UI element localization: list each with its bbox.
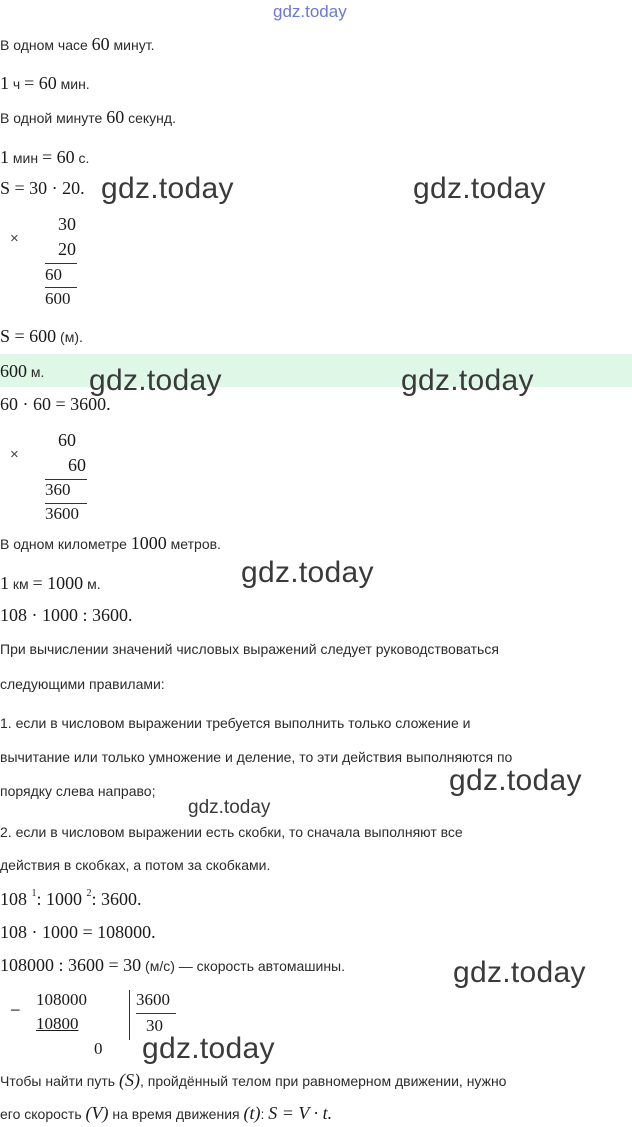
math: 60 [106, 107, 125, 127]
text: мин [9, 150, 42, 166]
rule-line [45, 263, 77, 264]
math: = 60 [41, 147, 75, 167]
rule-line [45, 287, 77, 288]
math: 60 [91, 34, 110, 54]
rules-intro-1: При вычислении значений числовых выражений следует руководствоваться [0, 641, 499, 657]
watermark: gdz.today [401, 364, 534, 397]
text: м. [83, 576, 101, 592]
math: 1 [0, 147, 9, 167]
text: минут. [109, 37, 155, 53]
math: : 1000 [36, 889, 87, 909]
watermark: gdz.today [89, 364, 222, 397]
math: S = 600 [0, 326, 57, 346]
remainder: 0 [94, 1039, 103, 1058]
answer-line [0, 361, 44, 382]
rule-1-line-1: 1. если в числовом выражении требуется выполнить только сложение и [0, 715, 471, 731]
math: = 1000 [32, 573, 84, 593]
rule-line [136, 1013, 176, 1014]
math: (t) [243, 1103, 261, 1123]
math: = 60 [24, 73, 57, 93]
order-mark: 1 [31, 888, 37, 899]
math: 108000 : 3600 = 30 [0, 955, 142, 975]
final-line-1 [0, 1070, 506, 1091]
text: его скорость [0, 1106, 86, 1122]
watermark-top: gdz.today [273, 2, 347, 21]
mult1-p2: 600 [45, 289, 71, 308]
text-line-minute [0, 107, 176, 128]
equation-speed [0, 955, 345, 976]
watermark: gdz.today [142, 1032, 275, 1065]
divisor: 3600 [136, 990, 170, 1009]
text: метров. [166, 536, 221, 552]
mult2-b: 60 [68, 455, 86, 475]
text-line-hour [0, 34, 155, 55]
minus-sign: − [10, 1000, 21, 1020]
text: секунд. [124, 110, 176, 126]
text: (м). [56, 329, 83, 345]
rule-2-line-1: 2. если в числовом выражении есть скобки, то сначала выполняют все [0, 824, 463, 840]
text: (м/с) — скорость автомашины. [141, 958, 346, 974]
math: 1000 [130, 533, 167, 553]
multiply-sign: × [10, 230, 19, 247]
math: 108 [0, 889, 32, 909]
dividend: 108000 [36, 990, 87, 1009]
equation-s2 [0, 326, 83, 347]
text-line-km [0, 533, 221, 554]
math: 1 [0, 573, 9, 593]
math: S = V · t. [268, 1103, 333, 1123]
text: км [9, 576, 33, 592]
mult2-a: 60 [58, 430, 76, 450]
text: с. [74, 150, 90, 166]
mult1-b: 20 [58, 239, 76, 259]
text: : [260, 1106, 269, 1122]
quotient: 30 [146, 1016, 163, 1035]
text: м. [27, 364, 45, 380]
rule-1-line-3: порядку слева направо; [0, 783, 156, 799]
math: 1 [0, 73, 9, 93]
equation-seconds: 60 · 60 = 3600. [0, 394, 111, 414]
order-mark: 2 [86, 888, 92, 899]
equation-hour [0, 73, 90, 94]
multiply-sign: × [10, 446, 19, 463]
watermark: gdz.today [101, 172, 234, 205]
subtrahend: 10800 [36, 1014, 79, 1033]
watermark-small: gdz.today [188, 797, 271, 818]
math: (V) [85, 1103, 109, 1123]
text: В одном километре [0, 536, 131, 552]
math: 600 [0, 361, 27, 381]
expression-ordered [0, 889, 142, 910]
rule-2-line-2: действия в скобках, а потом за скобками. [0, 857, 271, 873]
mult1-p1: 60 [45, 265, 62, 284]
text: , пройдённый телом при равномерном движении, нужно [139, 1073, 507, 1089]
text: мин. [56, 76, 90, 92]
mult2-p2: 3600 [45, 504, 79, 523]
math: (S) [118, 1070, 140, 1090]
watermark: gdz.today [449, 764, 582, 797]
expression: 108 · 1000 : 3600. [0, 605, 133, 625]
text: на время движения [108, 1106, 244, 1122]
final-line-2 [0, 1103, 332, 1124]
math: : 3600. [91, 889, 142, 909]
mult1-a: 30 [58, 214, 76, 234]
equation-minute [0, 147, 89, 168]
text: ч [9, 76, 25, 92]
watermark: gdz.today [241, 556, 374, 589]
equation-km [0, 573, 101, 594]
equation-product: 108 · 1000 = 108000. [0, 922, 156, 942]
rule-1-line-2: вычитание или только умножение и деление, то эти действия выполняются по [0, 749, 513, 765]
text: В одной минуте [0, 110, 107, 126]
watermark: gdz.today [413, 172, 546, 205]
watermark: gdz.today [453, 956, 586, 989]
division-bar [129, 990, 130, 1040]
equation-s1: S = 30 · 20. [0, 178, 85, 198]
rules-intro-2: следующими правилами: [0, 676, 165, 692]
mult2-p1: 360 [45, 480, 71, 499]
text: В одном часе [0, 37, 92, 53]
text: Чтобы найти путь [0, 1073, 119, 1089]
